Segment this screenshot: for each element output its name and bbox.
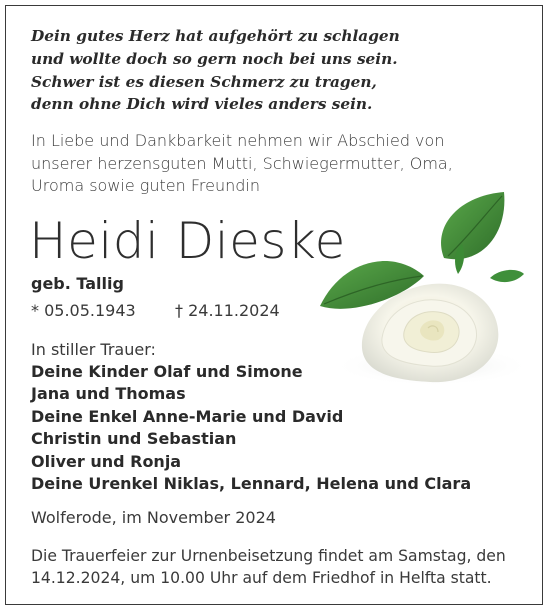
poem-line: und wollte doch so gern noch bei uns sein.	[31, 49, 398, 68]
mourner-line: Deine Urenkel Niklas, Lennard, Helena und Clara	[31, 474, 472, 494]
notice-line: Die Trauerfeier zur Urnenbeisetzung findet am Samstag, den	[31, 547, 506, 565]
intro-line: In Liebe und Dankbarkeit nehmen wir Abschied von	[31, 131, 445, 150]
notice-line: 14.12.2024, um 10.00 Uhr auf dem Friedhof in Helfta statt.	[31, 569, 492, 587]
death-date: † 24.11.2024	[175, 301, 280, 320]
deceased-name: Heidi Dieske	[29, 212, 346, 270]
mourner-line: Deine Enkel Anne-Marie und David	[31, 406, 344, 426]
poem-line: Dein gutes Herz hat aufgehört zu schlagen	[31, 27, 400, 45]
intro-line: unserer herzensguten Mutti, Schwiegermutter, Oma,	[31, 153, 453, 173]
mourner-line: Deine Kinder Olaf und Simone	[31, 362, 303, 381]
poem-line: Schwer ist es diesen Schmerz zu tragen,	[31, 72, 377, 91]
mourner-line: Christin und Sebastian	[31, 429, 237, 449]
memorial-poem	[31, 25, 431, 116]
life-dates	[31, 301, 280, 320]
mourner-line: Jana und Thomas	[31, 384, 186, 404]
place-and-date: Wolferode, im November 2024	[31, 508, 276, 527]
funeral-notice	[31, 545, 506, 589]
mourning-label: In stiller Trauer:	[31, 340, 156, 359]
birth-date: * 05.05.1943	[31, 301, 136, 320]
mourner-line: Oliver und Ronja	[31, 451, 182, 471]
birth-name: geb. Tallig	[31, 274, 124, 293]
intro-line: Uroma sowie guten Freundin	[31, 176, 261, 195]
mourners-list	[31, 361, 471, 495]
poem-line: denn ohne Dich wird vieles anders sein.	[31, 95, 373, 114]
